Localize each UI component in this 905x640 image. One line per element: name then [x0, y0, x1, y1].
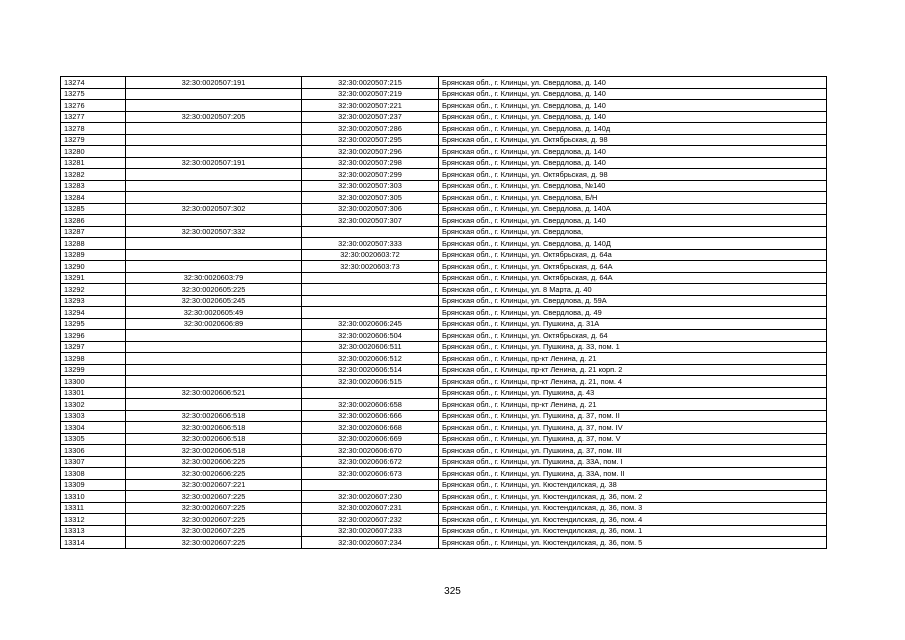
table-row: [61, 77, 827, 89]
cadastral-number-cell: 32:30:0020607:225: [126, 514, 302, 526]
address-cell: Брянская обл., г. Клинцы, ул. Пушкина, д. 43: [439, 387, 827, 399]
object-cadastral-number-cell: 32:30:0020607:232: [302, 514, 439, 526]
object-cadastral-number-cell: 32:30:0020606:670: [302, 445, 439, 457]
address-cell: Брянская обл., г. Клинцы, пр-кт Ленина, д. 21: [439, 353, 827, 365]
cadastral-number-cell: 32:30:0020606:225: [126, 456, 302, 468]
cadastral-number-cell: [126, 353, 302, 365]
row-number-cell: 13276: [61, 100, 126, 112]
registry-table: [60, 76, 827, 549]
table-row: [61, 192, 827, 204]
address-cell: Брянская обл., г. Клинцы, ул. Кюстендилская, д. 36, пом. 1: [439, 525, 827, 537]
table-row: [61, 180, 827, 192]
cadastral-number-cell: 32:30:0020507:205: [126, 111, 302, 123]
cadastral-number-cell: 32:30:0020603:79: [126, 272, 302, 284]
address-cell: Брянская обл., г. Клинцы, ул. Октябрьская, д. 64А: [439, 261, 827, 273]
row-number-cell: 13280: [61, 146, 126, 158]
table-row: [61, 272, 827, 284]
table-row: [61, 169, 827, 181]
object-cadastral-number-cell: 32:30:0020606:512: [302, 353, 439, 365]
row-number-cell: 13298: [61, 353, 126, 365]
table-row: [61, 445, 827, 457]
cadastral-number-cell: 32:30:0020607:225: [126, 537, 302, 549]
object-cadastral-number-cell: 32:30:0020507:286: [302, 123, 439, 135]
cadastral-number-cell: [126, 341, 302, 353]
table-row: [61, 330, 827, 342]
address-cell: Брянская обл., г. Клинцы, ул. Свердлова, д. 49: [439, 307, 827, 319]
address-cell: Брянская обл., г. Клинцы, ул. Свердлова, д. 140: [439, 100, 827, 112]
cadastral-number-cell: [126, 100, 302, 112]
row-number-cell: 13303: [61, 410, 126, 422]
row-number-cell: 13287: [61, 226, 126, 238]
page-number: 325: [444, 586, 461, 597]
address-cell: Брянская обл., г. Клинцы, ул. Кюстендилская, д. 36, пом. 3: [439, 502, 827, 514]
cadastral-number-cell: 32:30:0020607:225: [126, 502, 302, 514]
address-cell: Брянская обл., г. Клинцы, ул. Свердлова, д. 140: [439, 111, 827, 123]
address-cell: Брянская обл., г. Клинцы, ул. Кюстендилская, д. 36, пом. 2: [439, 491, 827, 503]
row-number-cell: 13288: [61, 238, 126, 250]
address-cell: Брянская обл., г. Клинцы, ул. Кюстендилская, д. 36, пом. 4: [439, 514, 827, 526]
cadastral-number-cell: [126, 364, 302, 376]
cadastral-number-cell: [126, 192, 302, 204]
row-number-cell: 13275: [61, 88, 126, 100]
table-row: [61, 456, 827, 468]
table-row: [61, 123, 827, 135]
address-cell: Брянская обл., г. Клинцы, ул. Свердлова, д. 140А: [439, 203, 827, 215]
cadastral-number-cell: 32:30:0020507:302: [126, 203, 302, 215]
table-row: [61, 134, 827, 146]
address-cell: Брянская обл., г. Клинцы, пр-кт Ленина, д. 21, пом. 4: [439, 376, 827, 388]
row-number-cell: 13296: [61, 330, 126, 342]
address-cell: Брянская обл., г. Клинцы, ул. Пушкина, д. 37, пом. II: [439, 410, 827, 422]
object-cadastral-number-cell: 32:30:0020507:306: [302, 203, 439, 215]
row-number-cell: 13293: [61, 295, 126, 307]
cadastral-number-cell: 32:30:0020605:245: [126, 295, 302, 307]
address-cell: Брянская обл., г. Клинцы, ул. 8 Марта, д. 40: [439, 284, 827, 296]
table-row: [61, 514, 827, 526]
row-number-cell: 13307: [61, 456, 126, 468]
object-cadastral-number-cell: 32:30:0020606:504: [302, 330, 439, 342]
cadastral-number-cell: [126, 376, 302, 388]
object-cadastral-number-cell: 32:30:0020606:511: [302, 341, 439, 353]
row-number-cell: 13301: [61, 387, 126, 399]
cadastral-number-cell: [126, 180, 302, 192]
row-number-cell: 13278: [61, 123, 126, 135]
cadastral-number-cell: 32:30:0020507:191: [126, 77, 302, 89]
table-row: [61, 525, 827, 537]
object-cadastral-number-cell: 32:30:0020507:215: [302, 77, 439, 89]
row-number-cell: 13304: [61, 422, 126, 434]
row-number-cell: 13311: [61, 502, 126, 514]
row-number-cell: 13308: [61, 468, 126, 480]
cadastral-number-cell: [126, 330, 302, 342]
address-cell: Брянская обл., г. Клинцы, ул. Свердлова, д. 140Д: [439, 238, 827, 250]
object-cadastral-number-cell: 32:30:0020507:237: [302, 111, 439, 123]
address-cell: Брянская обл., г. Клинцы, ул. Кюстендилская, д. 38: [439, 479, 827, 491]
address-cell: Брянская обл., г. Клинцы, ул. Пушкина, д. 31А: [439, 318, 827, 330]
cadastral-number-cell: [126, 399, 302, 411]
table-row: [61, 157, 827, 169]
object-cadastral-number-cell: 32:30:0020606:673: [302, 468, 439, 480]
object-cadastral-number-cell: 32:30:0020606:658: [302, 399, 439, 411]
cadastral-number-cell: [126, 134, 302, 146]
address-cell: Брянская обл., г. Клинцы, ул. Пушкина, д. 37, пом. V: [439, 433, 827, 445]
cadastral-number-cell: 32:30:0020507:332: [126, 226, 302, 238]
row-number-cell: 13289: [61, 249, 126, 261]
cadastral-number-cell: 32:30:0020507:191: [126, 157, 302, 169]
cadastral-number-cell: [126, 169, 302, 181]
row-number-cell: 13294: [61, 307, 126, 319]
address-cell: Брянская обл., г. Клинцы, ул. Пушкина, д. 37, пом. III: [439, 445, 827, 457]
address-cell: Брянская обл., г. Клинцы, ул. Свердлова, д. 59А: [439, 295, 827, 307]
table-row: [61, 249, 827, 261]
address-cell: Брянская обл., г. Клинцы, ул. Свердлова, №140: [439, 180, 827, 192]
object-cadastral-number-cell: 32:30:0020606:669: [302, 433, 439, 445]
object-cadastral-number-cell: [302, 295, 439, 307]
table-row: [61, 284, 827, 296]
address-cell: Брянская обл., г. Клинцы, ул. Свердлова, д. 140: [439, 88, 827, 100]
object-cadastral-number-cell: 32:30:0020507:307: [302, 215, 439, 227]
cadastral-number-cell: [126, 215, 302, 227]
object-cadastral-number-cell: 32:30:0020606:668: [302, 422, 439, 434]
address-cell: Брянская обл., г. Клинцы, ул. Свердлова, д. 140: [439, 157, 827, 169]
row-number-cell: 13313: [61, 525, 126, 537]
table-row: [61, 364, 827, 376]
row-number-cell: 13300: [61, 376, 126, 388]
row-number-cell: 13284: [61, 192, 126, 204]
address-cell: Брянская обл., г. Клинцы, ул. Октябрьская, д. 98: [439, 169, 827, 181]
table-row: [61, 433, 827, 445]
object-cadastral-number-cell: 32:30:0020607:230: [302, 491, 439, 503]
table-row: [61, 468, 827, 480]
object-cadastral-number-cell: [302, 272, 439, 284]
cadastral-number-cell: [126, 249, 302, 261]
table-row: [61, 502, 827, 514]
object-cadastral-number-cell: 32:30:0020606:245: [302, 318, 439, 330]
object-cadastral-number-cell: [302, 226, 439, 238]
table-row: [61, 399, 827, 411]
address-cell: Брянская обл., г. Клинцы, ул. Пушкина, д. 33А, пом. I: [439, 456, 827, 468]
row-number-cell: 13305: [61, 433, 126, 445]
row-number-cell: 13314: [61, 537, 126, 549]
row-number-cell: 13274: [61, 77, 126, 89]
row-number-cell: 13297: [61, 341, 126, 353]
row-number-cell: 13281: [61, 157, 126, 169]
object-cadastral-number-cell: [302, 479, 439, 491]
object-cadastral-number-cell: 32:30:0020507:305: [302, 192, 439, 204]
row-number-cell: 13312: [61, 514, 126, 526]
row-number-cell: 13290: [61, 261, 126, 273]
address-cell: Брянская обл., г. Клинцы, ул. Пушкина, д. 37, пом. IV: [439, 422, 827, 434]
cadastral-number-cell: 32:30:0020606:225: [126, 468, 302, 480]
object-cadastral-number-cell: 32:30:0020606:514: [302, 364, 439, 376]
address-cell: Брянская обл., г. Клинцы, ул. Октябрьская, д. 64а: [439, 249, 827, 261]
row-number-cell: 13302: [61, 399, 126, 411]
table-row: [61, 537, 827, 549]
table-row: [61, 353, 827, 365]
table-row: [61, 146, 827, 158]
table-row: [61, 203, 827, 215]
cadastral-number-cell: 32:30:0020606:89: [126, 318, 302, 330]
cadastral-number-cell: 32:30:0020605:49: [126, 307, 302, 319]
table-row: [61, 111, 827, 123]
row-number-cell: 13295: [61, 318, 126, 330]
cadastral-number-cell: 32:30:0020607:225: [126, 525, 302, 537]
cadastral-number-cell: [126, 238, 302, 250]
object-cadastral-number-cell: 32:30:0020507:299: [302, 169, 439, 181]
row-number-cell: 13291: [61, 272, 126, 284]
object-cadastral-number-cell: 32:30:0020507:303: [302, 180, 439, 192]
address-cell: Брянская обл., г. Клинцы, ул. Свердлова, д. 140: [439, 77, 827, 89]
cadastral-number-cell: [126, 88, 302, 100]
row-number-cell: 13306: [61, 445, 126, 457]
object-cadastral-number-cell: 32:30:0020606:515: [302, 376, 439, 388]
table-row: [61, 491, 827, 503]
cadastral-number-cell: [126, 123, 302, 135]
cadastral-number-cell: 32:30:0020606:521: [126, 387, 302, 399]
address-cell: Брянская обл., г. Клинцы, ул. Пушкина, д. 33А, пом. II: [439, 468, 827, 480]
cadastral-number-cell: 32:30:0020607:221: [126, 479, 302, 491]
cadastral-number-cell: [126, 146, 302, 158]
object-cadastral-number-cell: [302, 307, 439, 319]
row-number-cell: 13279: [61, 134, 126, 146]
object-cadastral-number-cell: 32:30:0020606:672: [302, 456, 439, 468]
cadastral-number-cell: 32:30:0020606:518: [126, 422, 302, 434]
cadastral-number-cell: 32:30:0020605:225: [126, 284, 302, 296]
address-cell: Брянская обл., г. Клинцы, ул. Кюстендилская, д. 36, пом. 5: [439, 537, 827, 549]
row-number-cell: 13299: [61, 364, 126, 376]
table-row: [61, 410, 827, 422]
cadastral-number-cell: 32:30:0020606:518: [126, 410, 302, 422]
table-row: [61, 318, 827, 330]
cadastral-number-cell: 32:30:0020606:518: [126, 445, 302, 457]
address-cell: Брянская обл., г. Клинцы, ул. Свердлова, д. 140: [439, 215, 827, 227]
address-cell: Брянская обл., г. Клинцы, ул. Октябрьская, д. 64: [439, 330, 827, 342]
table-row: [61, 307, 827, 319]
address-cell: Брянская обл., г. Клинцы, ул. Октябрьская, д. 64А: [439, 272, 827, 284]
object-cadastral-number-cell: 32:30:0020606:666: [302, 410, 439, 422]
table-row: [61, 479, 827, 491]
table-row: [61, 376, 827, 388]
address-cell: Брянская обл., г. Клинцы, ул. Свердлова, Б/Н: [439, 192, 827, 204]
object-cadastral-number-cell: [302, 387, 439, 399]
table-row: [61, 387, 827, 399]
registry-table-body: [61, 77, 827, 549]
object-cadastral-number-cell: 32:30:0020507:298: [302, 157, 439, 169]
row-number-cell: 13282: [61, 169, 126, 181]
row-number-cell: 13286: [61, 215, 126, 227]
object-cadastral-number-cell: 32:30:0020507:296: [302, 146, 439, 158]
row-number-cell: 13309: [61, 479, 126, 491]
cadastral-number-cell: [126, 261, 302, 273]
object-cadastral-number-cell: 32:30:0020507:333: [302, 238, 439, 250]
table-row: [61, 422, 827, 434]
object-cadastral-number-cell: 32:30:0020603:73: [302, 261, 439, 273]
table-row: [61, 226, 827, 238]
row-number-cell: 13292: [61, 284, 126, 296]
row-number-cell: 13285: [61, 203, 126, 215]
address-cell: Брянская обл., г. Клинцы, ул. Свердлова, д. 140: [439, 146, 827, 158]
row-number-cell: 13277: [61, 111, 126, 123]
cadastral-number-cell: 32:30:0020606:518: [126, 433, 302, 445]
address-cell: Брянская обл., г. Клинцы, ул. Свердлова,: [439, 226, 827, 238]
table-row: [61, 295, 827, 307]
object-cadastral-number-cell: 32:30:0020603:72: [302, 249, 439, 261]
table-row: [61, 341, 827, 353]
object-cadastral-number-cell: 32:30:0020607:234: [302, 537, 439, 549]
row-number-cell: 13283: [61, 180, 126, 192]
object-cadastral-number-cell: 32:30:0020507:295: [302, 134, 439, 146]
object-cadastral-number-cell: 32:30:0020607:231: [302, 502, 439, 514]
row-number-cell: 13310: [61, 491, 126, 503]
object-cadastral-number-cell: 32:30:0020507:219: [302, 88, 439, 100]
address-cell: Брянская обл., г. Клинцы, ул. Октябрьская, д. 98: [439, 134, 827, 146]
cadastral-number-cell: 32:30:0020607:225: [126, 491, 302, 503]
address-cell: Брянская обл., г. Клинцы, пр-кт Ленина, д. 21: [439, 399, 827, 411]
address-cell: Брянская обл., г. Клинцы, ул. Свердлова, д. 140д: [439, 123, 827, 135]
table-row: [61, 261, 827, 273]
object-cadastral-number-cell: 32:30:0020507:221: [302, 100, 439, 112]
table-row: [61, 88, 827, 100]
table-row: [61, 100, 827, 112]
address-cell: Брянская обл., г. Клинцы, пр-кт Ленина, д. 21 корп. 2: [439, 364, 827, 376]
object-cadastral-number-cell: [302, 284, 439, 296]
table-row: [61, 238, 827, 250]
address-cell: Брянская обл., г. Клинцы, ул. Пушкина, д. 33, пом. 1: [439, 341, 827, 353]
object-cadastral-number-cell: 32:30:0020607:233: [302, 525, 439, 537]
table-row: [61, 215, 827, 227]
